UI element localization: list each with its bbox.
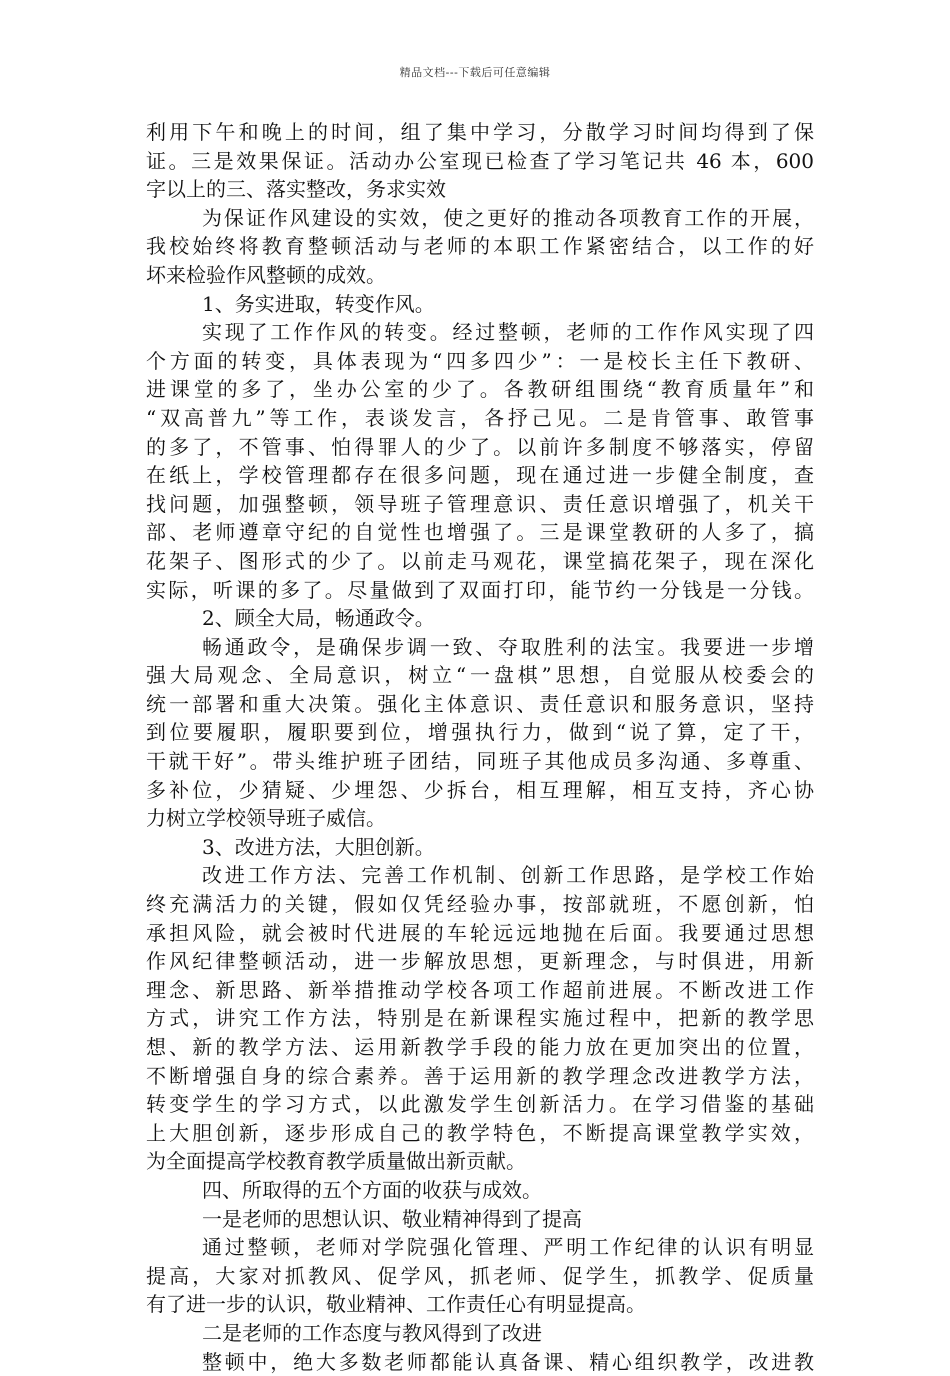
text-line: 为保证作风建设的实效，使之更好的推动各项教育工作的开展，	[202, 205, 814, 230]
text-line: 在纸上，学校管理都存在很多问题，现在通过进一步健全制度，查	[146, 463, 814, 488]
text-line: 承担风险，就会被时代进展的车轮远远地抛在后面。我要通过思想	[146, 920, 814, 945]
text-line: 理念、新思路、新举措推动学校各项工作超前进展。不断改进工作	[146, 977, 814, 1002]
text-line: 实现了工作作风的转变。经过整顿，老师的工作作风实现了四	[202, 320, 814, 345]
text-line: 到位要履职，履职要到位，增强执行力，做到“说了算，定了干，	[146, 720, 814, 745]
text-line: 四、所取得的五个方面的收获与成效。	[202, 1177, 542, 1202]
text-line: 的多了，不管事、怕得罪人的少了。以前许多制度不够落实，停留	[146, 434, 814, 459]
text-line: 多补位，少猜疑、少埋怨、少拆台，相互理解，相互支持，齐心协	[146, 777, 814, 802]
text-line: 通过整顿，老师对学院强化管理、严明工作纪律的认识有明显	[202, 1235, 814, 1260]
text-line: 3、改进方法，大胆创新。	[202, 834, 435, 859]
text-line: 改进工作方法、完善工作机制、创新工作思路，是学校工作始	[202, 863, 814, 888]
text-line: 为全面提高学校教育教学质量做出新贡献。	[146, 1149, 526, 1174]
text-line: 实际，听课的多了。尽量做到了双面打印，能节约一分钱是一分钱。	[146, 577, 814, 602]
text-line: 干就干好”。带头维护班子团结，同班子其他成员多沟通、多尊重、	[146, 749, 814, 774]
text-line: 想、新的教学方法、运用新教学手段的能力放在更加突出的位置，	[146, 1035, 814, 1059]
text-line: 一是老师的思想认识、敬业精神得到了提高	[202, 1206, 582, 1231]
text-line: 转变学生的学习方式，以此激发学生创新活力。在学习借鉴的基础	[146, 1092, 814, 1117]
text-line: 字以上的三、落实整改，务求实效	[146, 177, 446, 202]
text-line: 找问题，加强整顿，领导班子管理意识、责任意识增强了，机关干	[146, 491, 814, 516]
text-line: 强大局观念、全局意识，树立“一盘棋”思想，自觉服从校委会的	[146, 663, 814, 688]
text-line: 我校始终将教育整顿活动与老师的本职工作紧密结合，以工作的好	[146, 234, 814, 259]
text-line: 部、老师遵章守纪的自觉性也增强了。三是课堂教研的人多了，搞	[146, 520, 814, 545]
document-body	[146, 118, 814, 1376]
text-line: 终充满活力的关键，假如仅凭经验办事，按部就班，不愿创新，怕	[146, 892, 814, 917]
text-line: 2、顾全大局，畅通政令。	[202, 606, 435, 631]
text-line: 不断增强自身的综合素养。善于运用新的教学理念改进教学方法，	[146, 1063, 814, 1088]
text-line: 利用下午和晚上的时间，组了集中学习，分散学习时间均得到了保	[146, 120, 814, 144]
text-line: 统一部署和重大决策。强化主体意识、责任意识和服务意识，坚持	[146, 691, 814, 716]
text-line: 1、务实进取，转变作风。	[202, 291, 435, 316]
text-line: 二是老师的工作态度与教风得到了改进	[202, 1320, 542, 1345]
text-line: 坏来检验作风整顿的成效。	[146, 262, 386, 287]
text-line: 有了进一步的认识，敬业精神、工作责任心有明显提高。	[146, 1292, 646, 1317]
text-line: 方式，讲究工作方法，特别是在新课程实施过程中，把新的教学思	[146, 1006, 814, 1031]
text-line: 进课堂的多了，坐办公室的少了。各教研组围绕“教育质量年”和	[146, 377, 814, 402]
text-line: 个方面的转变，具体表现为“四多四少”：一是校长主任下教研、	[146, 348, 814, 373]
text-line: 上大胆创新，逐步形成自己的教学特色，不断提高课堂教学实效，	[146, 1120, 814, 1145]
text-line: 整顿中，绝大多数老师都能认真备课、精心组织教学，改进教	[202, 1349, 814, 1374]
text-line: 力树立学校领导班子威信。	[146, 806, 386, 831]
text-line: “双高普九”等工作，表谈发言，各抒己见。二是肯管事、敢管事	[146, 405, 814, 430]
text-line: 证。三是效果保证。活动办公室现已检查了学习笔记共 46 本，600	[146, 148, 814, 173]
text-line: 畅通政令，是确保步调一致、夺取胜利的法宝。我要进一步增	[202, 634, 814, 659]
text-line: 花架子、图形式的少了。以前走马观花，课堂搞花架子，现在深化	[146, 548, 814, 573]
text-line: 提高，大家对抓教风、促学风，抓老师、促学生，抓教学、促质量	[146, 1263, 814, 1288]
page-header: 精品文档---下载后可任意编辑	[399, 66, 551, 79]
text-line: 作风纪律整顿活动，进一步解放思想，更新理念，与时俱进，用新	[146, 949, 814, 974]
